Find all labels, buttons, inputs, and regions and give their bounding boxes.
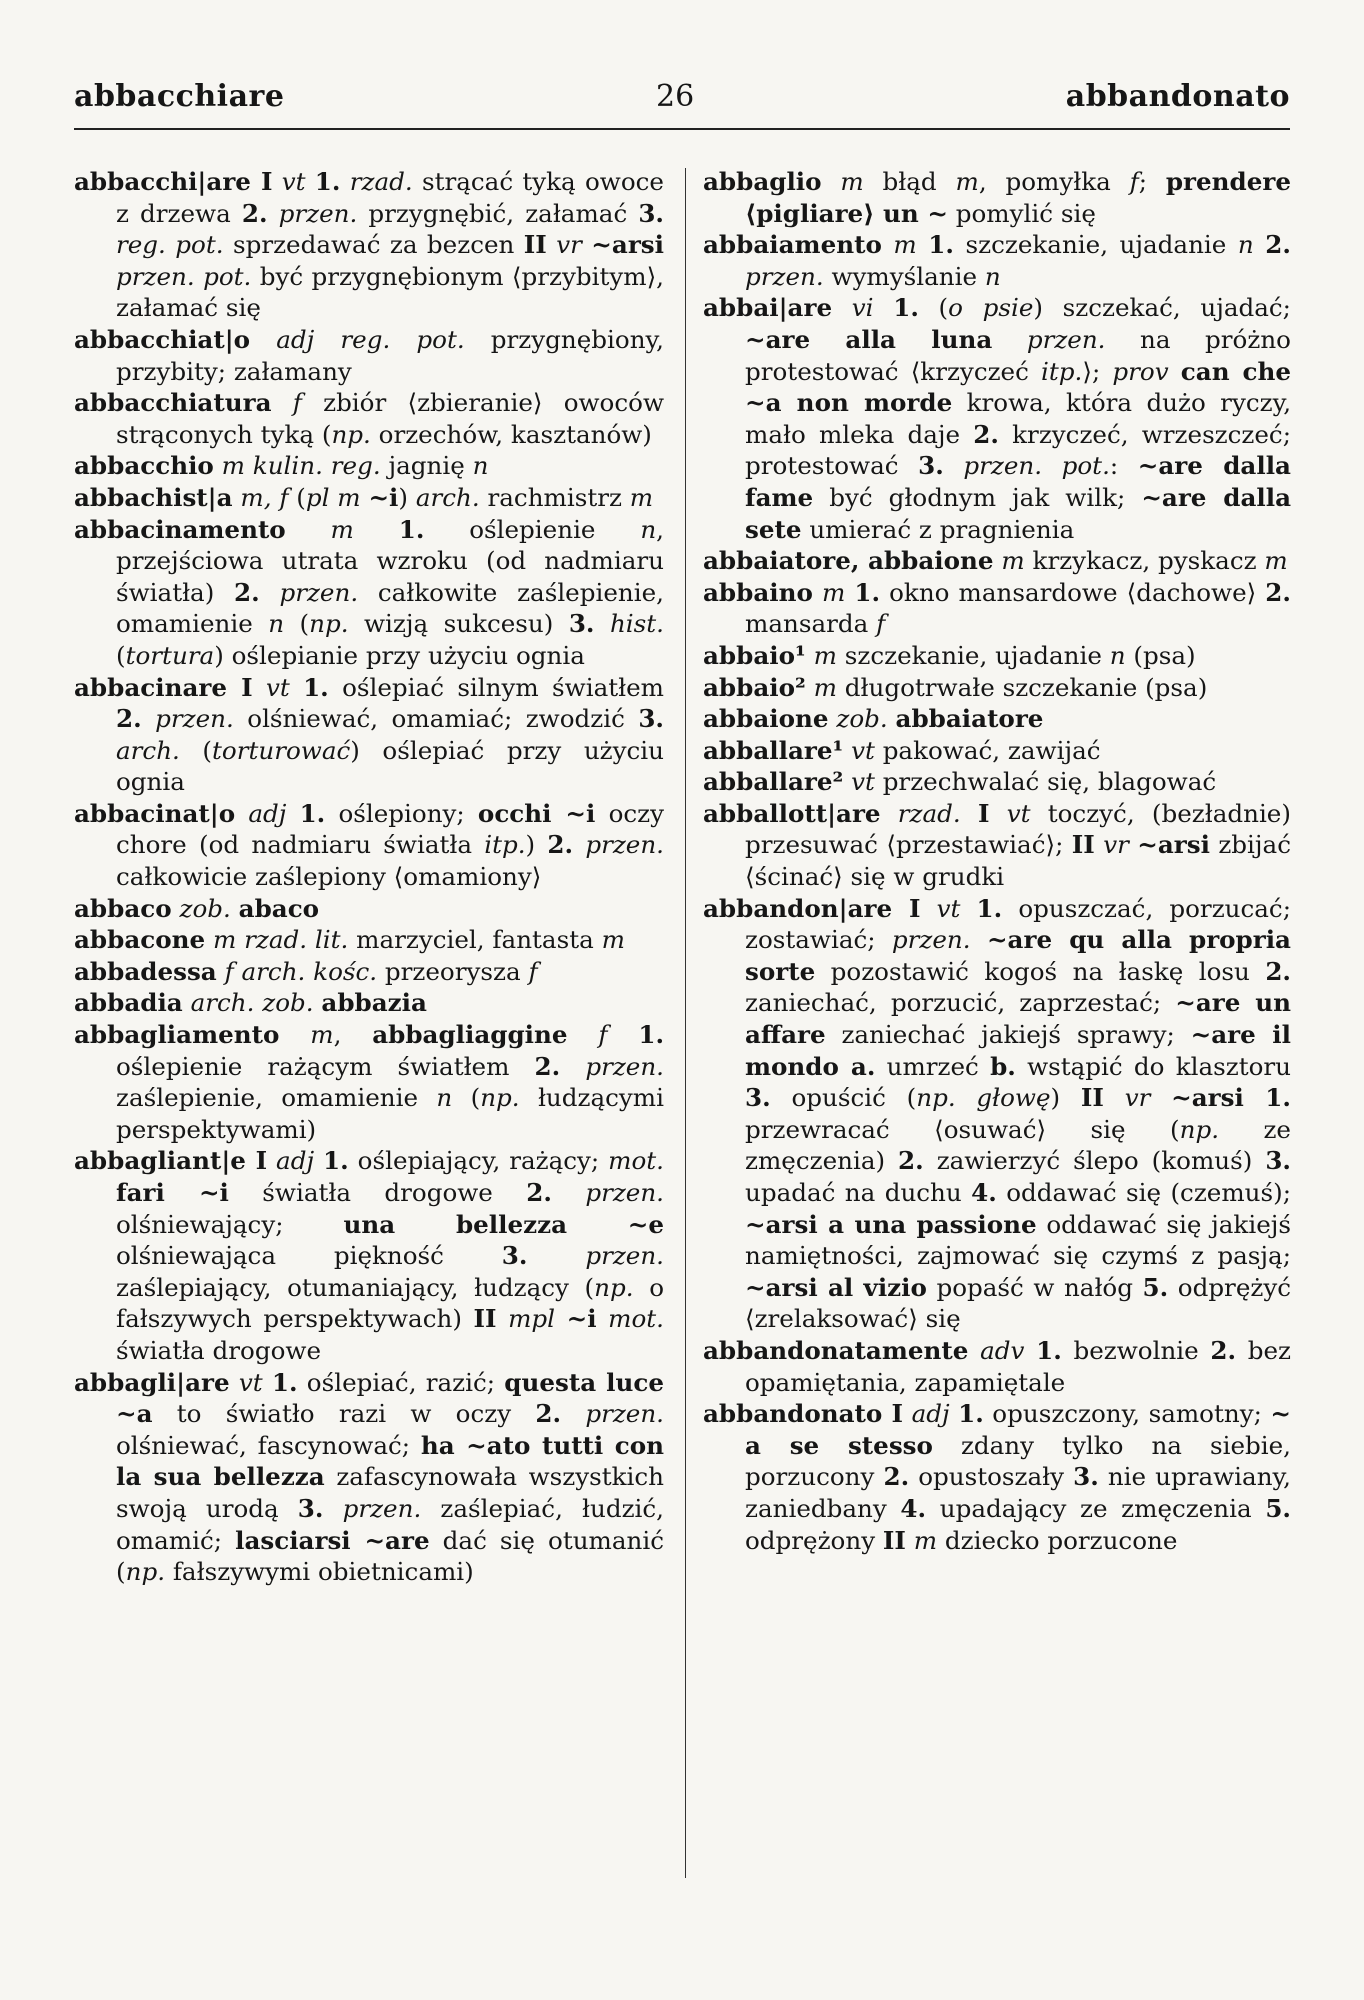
dictionary-entry: abbacone m rzad. lit. marzyciel, fantasta m <box>74 925 625 955</box>
left-column <box>74 166 664 1588</box>
dictionary-entry: abbadia arch. zob. abbazia <box>74 988 427 1018</box>
dictionary-entry: abbagliamento m, abbagliaggine f 1. oślepienie rażącym światłem 2. przen. zaślepienie, omamienie n (np. łudzącymi perspektywami) <box>74 1020 665 1144</box>
right-running-headword: abbandonato <box>1065 78 1290 114</box>
dictionary-entry: abbaino m 1. okno mansardowe ⟨dachowe⟩ 2. mansarda f <box>703 577 1291 639</box>
left-running-headword: abbacchiare <box>74 78 285 114</box>
dictionary-entry: abbaiamento m 1. szczekanie, ujadanie n 2. przen. wymyślanie n <box>703 230 1291 291</box>
dictionary-entry: abbacinat|o adj 1. oślepiony; occhi ~i oczy chore (od nadmiaru światła itp.) 2. przen. całkowicie zaślepiony ⟨omamiony⟩ <box>74 798 665 892</box>
dictionary-entry: abbandonato I adj 1. opuszczony, samotny; ~ a se stesso zdany tylko na siebie, porzucony 2. opustoszały 3. nie uprawiany, zaniedbany 4. upadający ze zmęczenia 5. odprężony II m dziecko porzucone <box>703 1399 1291 1555</box>
dictionary-entry: abbaio¹ m szczekanie, ujadanie n (psa) <box>703 640 1196 670</box>
dictionary-entry: abbandon|are I vt 1. opuszczać, porzucać; zostawiać; przen. ~are qu alla propria sorte pozostawić kogoś na łaskę losu 2. zaniechać, porzucić, zaprzestać; ~are un affare zaniechać jakiejś sprawy; ~are il mondo a. umrzeć b. wstąpić do klasztoru 3. opuścić (np. głowę) II vr ~arsi 1. przewracać ⟨osuwać⟩ się (np. ze zmęczenia) 2. zawierzyć ślepo (komuś) 3. upadać na duchu 4. oddawać się (czemuś); ~arsi a una passione oddawać się jakiejś namiętności, zajmować się czymś z pasją; ~arsi al vizio popaść w nałóg 5. odprężyć ⟨zrelaksować⟩ się <box>703 893 1292 1334</box>
dictionary-entry: abbacinamento m 1. oślepienie n, przejściowa utrata wzroku (od nadmiaru światła) 2. przen. całkowite zaślepienie, omamienie n (np. wizją sukcesu) 3. hist. (tortura) oślepianie przy użyciu ognia <box>74 514 664 670</box>
dictionary-entry: abbacchiat|o adj reg. pot. przygnębiony, przybity; załamany <box>74 324 664 386</box>
dictionary-entry: abbachist|a m, f (pl m ~i) arch. rachmistrz m <box>74 482 654 512</box>
dictionary-entry: abbacchio m kulin. reg. jagnię n <box>74 451 489 481</box>
dictionary-entry: abbandonatamente adv 1. bezwolnie 2. bez opamiętania, zapamiętale <box>703 1335 1292 1397</box>
dictionary-entry: abbacchi|are I vt 1. rzad. strącać tyką owoce z drzewa 2. przen. przygnębić, załamać 3. reg. pot. sprzedawać za bezcen II vr ~arsi przen. pot. być przygnębionym ⟨przybitym⟩, załamać się <box>74 167 664 323</box>
right-column <box>703 166 1291 1556</box>
page-header <box>74 70 1290 122</box>
column-divider <box>685 168 686 1878</box>
dictionary-entry: abbaione zob. abbaiatore <box>703 704 1044 734</box>
dictionary-entry: abbaio² m długotrwałe szczekanie (psa) <box>703 672 1208 702</box>
dictionary-entry: abbaiatore, abbaione m krzykacz, pyskacz m <box>703 546 1288 576</box>
page-number: 26 <box>655 78 695 114</box>
dictionary-entry: abballare² vt przechwalać się, blagować <box>703 767 1217 797</box>
dictionary-entry: abballare¹ vt pakować, zawijać <box>703 735 1101 765</box>
dictionary-entry: abbagliant|e I adj 1. oślepiający, rażący; mot. fari ~i światła drogowe 2. przen. olśniewający; una bellezza ~e olśniewająca piękność 3. przen. zaślepiający, otumaniający, łudzący (np. o fałszywych perspektywach) II mpl ~i mot. światła drogowe <box>74 1146 665 1365</box>
dictionary-entry: abbaco zob. abaco <box>74 893 320 923</box>
dictionary-entry: abbaglio m błąd m, pomyłka f; prendere ⟨pigliare⟩ un ~ pomylić się <box>703 167 1291 228</box>
dictionary-entry: abbadessa f arch. kośc. przeorysza f <box>74 956 538 986</box>
dictionary-entry: abbacinare I vt 1. oślepiać silnym światłem 2. przen. olśniewać, omamiać; zwodzić 3. arch. (torturować) oślepiać przy użyciu ognia <box>74 672 664 797</box>
dictionary-entry: abballott|are rzad. I vt toczyć, (bezładnie) przesuwać ⟨przestawiać⟩; II vr ~arsi zbijać ⟨ścinać⟩ się w grudki <box>703 798 1291 892</box>
header-rule <box>74 128 1290 130</box>
dictionary-entry: abbagli|are vt 1. oślepiać, razić; questa luce ~a to światło razi w oczy 2. przen. olśniewać, fascynować; ha ~ato tutti con la sua bellezza zafascynowała wszystkich swoją urodą 3. przen. zaślepiać, łudzić, omamić; lasciarsi ~are dać się otumanić (np. fałszywymi obietnicami) <box>74 1367 665 1587</box>
dictionary-entry: abbai|are vi 1. (o psie) szczekać, ujadać; ~are alla luna przen. na próżno protestować ⟨krzyczeć itp.⟩; prov can che ~a non morde krowa, która dużo ryczy, mało mleka daje 2. krzyczeć, wrzeszczeć; protestować 3. przen. pot.: ~are dalla fame być głodnym jak wilk; ~are dalla sete umierać z pragnienia <box>703 293 1292 544</box>
dictionary-entry: abbacchiatura f zbiór ⟨zbieranie⟩ owoców strąconych tyką (np. orzechów, kasztanów) <box>74 388 664 449</box>
